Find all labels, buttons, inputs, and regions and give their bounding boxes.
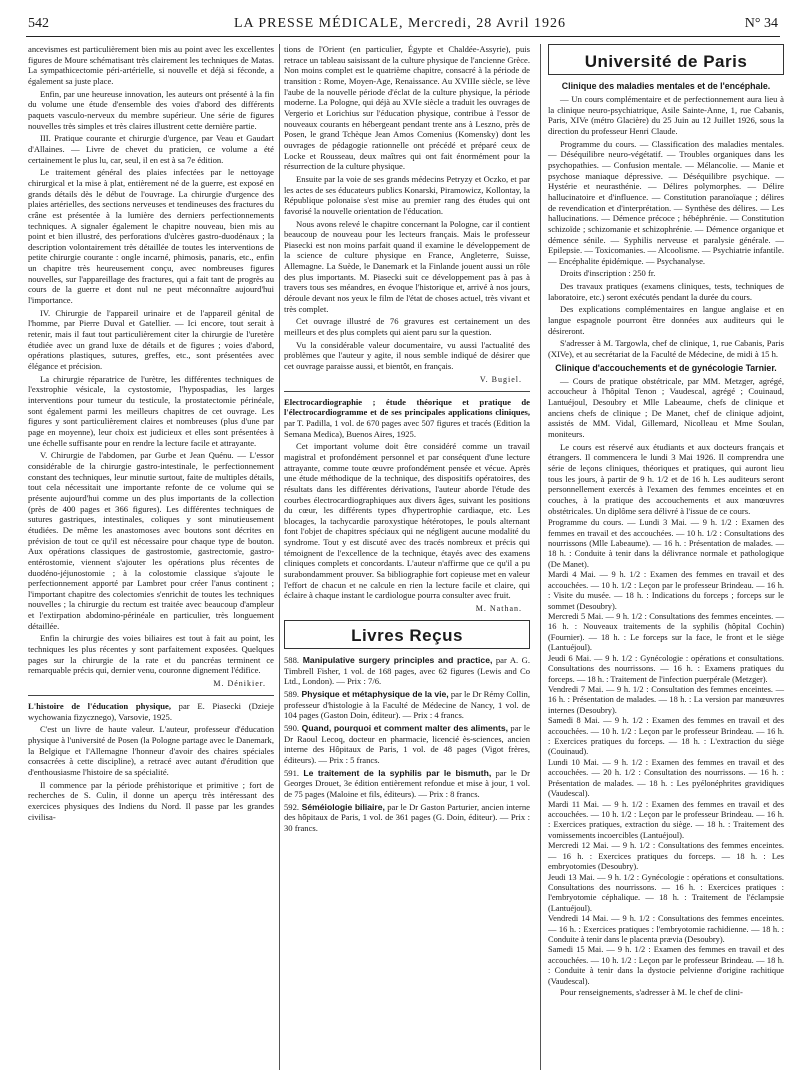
section-rule (28, 695, 274, 696)
book-details: par A. G. Timbrell Fisher, 1 vol. de 168 pages, avec 62 figures (Lewis and Co Ltd., London). — Prix : 7/6. (284, 655, 531, 687)
review-citation: par E. Piasecki (Dzieje wychowania fizycznego), Varsovie, 1925. (28, 700, 274, 722)
review-citation: par T. Padilla, 1 vol. de 670 pages avec 507 figures et tracés (Edition la Semana Medica), Buenos Aires, 1925. (284, 417, 530, 439)
book-details: par le Dr Georges Drouet, 3e édition entièrement refondue et mise à jour, 1 vol. de 75 pages (Maloine et fils, éditeurs). — Prix : 8 francs. (284, 767, 530, 799)
clinic-heading: Clinique d'accouchements et de gynécologie Tarnier. (555, 362, 777, 373)
programme-day: Lundi 10 Mai. — 9 h. 1/2 : Examen des femmes en travail et des accouchées. — 20 h. 1/2 : Consultation des nourrissons. — 16 h. : Présentation de malades. — 18 h. : Les pyélonéphrites gravidiques (Vaudescal). (548, 757, 784, 799)
paragraph: Le traitement général des plaies infectées par le nettoyage chirurgical et la mise à plat, entièrement né de la guerre, est exposé en grands détails dès le début de l'ouvrage. La chirurgie d'urgence des plaies artérielles, des sections nerveuses et tendineuses des fractures du crâne est présentée à la lumière des derniers perfectionnements techniques. A signaler également le chapitre nouveau, bien mis au point et bien illustré, des perforations d'ulcères gastro-duodénaux ; la description volontairement très détaillée de toutes les interventions de petite chirurgie courante : ongle incarné, phimosis, panaris, etc., enfin un chapitre très heureusement conçu, avec nombreuses figures nouvelles, sur l'appareillage des fractures, qui a fait tant de progrès au cours de la guerre et dont nul ne peut méconnaître aujourd'hui l'importance. (28, 167, 274, 306)
paragraph: Le cours est réservé aux étudiants et aux docteurs français et étrangers. Il commencera le lundi 3 Mai 1926. Il comprendra une série de leçons cliniques, théoriques et pratiques, qui auront lieu tous les jours, à partir de 9 h. 1/2 et de 16 h. Les auditeurs seront personnellement exercés à l'examen des femmes enceintes et en couches, à la pratique des accouchements et aux manœuvres obstétricales. Un diplôme sera délivré à l'issue de ce cours. (548, 441, 784, 516)
review-title: Electrocardiographie ; étude théorique et pratique de l'électrocardiogramme et de ses principales applications cliniques, (284, 396, 530, 418)
programme-day: Samedi 8 Mai. — 9 h. 1/2 : Examen des femmes en travail et des accouchées. — 10 h. 1/2 : Leçon par le professeur Brindeau. — 16 h. : Exercices pratiques du forceps. — 18 h. : L'extraction du siège (Couinaud). (548, 716, 784, 757)
programme-day: Samedi 15 Mai. — 9 h. 1/2 : Examen des femmes en travail et des accouchées. — 10 h. 1/2 : Leçon par le professeur Brindeau. — 18 h. : Conduite à tenir dans la dystocie pelvienne d'origine rachitique (Vaudescal). (548, 945, 784, 986)
book-entry (284, 655, 530, 687)
paragraph: III. Pratique courante et chirurgie d'urgence, par Veau et Gaudart d'Allaines. — Livre de chevet du praticien, ce volume a été certainement le plus lu, car, seul, il en est à sa 7e édition. (28, 133, 274, 165)
paragraph: Programme du cours. — Classification des maladies mentales. — Déséquilibre neuro-végétatif. — Troubles organiques dans les psychopathies. — Confusion mentale. — Mélancolie. — Manie et psychose maniaque dépressive. — Déséquilibre psychique. — Hystérie et neurasthénie. — Délires polymorphes. — Délire hallucinatoire et d'influence. — Constitution paranoïaque ; délires de revendication et d'interprétation. — Synthèse des délires. — Les hallucinations. — Démence précoce ; hébéphrénie. — Constitution schizoïde ; schizomanie et schizophrénie. — Démence organique et démence sénile. — Syphilis nerveuse et paralysie générale. — Epilepsie. — Toxicomanies. — Alcoolisme. — Psychiatrie infantile. — Encéphalite épidémique. — Psychanalyse. (548, 138, 784, 266)
review-title: L'histoire de l'éducation physique, (28, 700, 171, 711)
entry-number: 592. (284, 801, 300, 812)
review-heading (284, 397, 530, 440)
review-signature: M. Dénikier. (213, 679, 266, 689)
programme-day: Vendredi 7 Mai. — 9 h. 1/2 : Consultation des femmes enceintes. — 16 h. : Présentation de malades. — 18 h. : La version par manœuvres internes (Desoubry). (548, 684, 784, 715)
programme-day: Jeudi 6 Mai. — 9 h. 1/2 : Gynécologie : opérations et consultations. Consultations des nourrissons. — 16 h. : Examens pratiques du forceps. — 18 h. : Traitement de l'infection puerpérale (Metzger). (548, 653, 784, 684)
programme-day: Programme du cours. — Lundi 3 Mai. — 9 h. 1/2 : Examen des femmes en travail et des accouchées. — 10 h. 1/2 : Consultations des nourrissons (Mlle Labeaume). — 16 h. : Présentation de malades. — 18 h. : Conduite à tenir dans la délivrance normale et pathologique (De Manet). (548, 518, 784, 569)
entry-number: 589. (284, 689, 300, 700)
programme-day: Mercredi 12 Mai. — 9 h. 1/2 : Consultations des femmes enceintes. — 16 h. : Exercices pratiques du forceps. — 18 h. : Les embryotomies (Desoubry). (548, 841, 784, 872)
section-title: Livres Reçus (351, 625, 463, 645)
paragraph: Il commence par la période préhistorique et primitive ; fort de recherches de S. Culin, il donne un aperçu très intéressant des exercices physiques des Indiens du Nord. Il passe par les grandes civilisa- (28, 779, 274, 822)
entry-number: 591. (284, 767, 300, 778)
paragraph: S'adresser à M. Targowla, chef de clinique, 1, rue Cabanis, Paris (XIVe), et au secrétariat de la Faculté de Médecine, de midi à 15 h. (548, 338, 784, 360)
paragraph: ancevismes est particulièrement bien mis au point avec les excellentes figures de Moure schématisant très clairement les techniques de Matas. La sympathicectomie péri-artérielle, si nouvelle et déjà si féconde, a également sa juste place. (28, 44, 274, 86)
paragraph: Ensuite par la voie de ses grands médecins Petryzy et Oczko, et par les actes de ses éducateurs publics Konarski, Piramowicz, Kollontay, la République polonaise s'est mise au premier rang des études qui ont favorisé la nouvelle orientation de l'éducation. (284, 173, 530, 216)
entry-number: 590. (284, 722, 300, 733)
paragraph: IV. Chirurgie de l'appareil urinaire et de l'appareil génital de l'homme, par Pierre Duval et Gatellier. — Ici encore, tout serait à retenir, mais il faut tout particulièrement citer la chirurgie de l'uretère étudiée avec un grand luxe de détails et de figures ; voies d'abord, opérations plastiques, sutures, greffes, etc., sont présentées avec élégance et précision. (28, 307, 274, 372)
book-details: par le Dr Raoul Lecoq, docteur en pharmacie, licencié ès-sciences, ancien interne des Hôpitaux de Paris, 1 vol. de 48 pages (Vigot frères, éditeurs). — Prix : 5 francs. (284, 722, 530, 765)
paragraph: Cet important volume doit être considéré comme un travail magistral et profondément personnel et par conséquent d'une lecture attrayante, comme toute œuvre profondément pensée et vécue. Après une étude méthodique de la technique, des dispositifs opératoires, des résultats dans les différentes dérivations, l'auteur aborde l'étude des courbes électrocardiographiques aux divers âges, suivant les positions du cœur, les différents types d'hypertrophie cardiaque, etc. Les blocages, la tachycardie paroxystique hétérotopes, le pouls alternant font l'objet de chapitres spéciaux qui ne négligent aucune modalité du syndrome. Tout y est discuté avec des tracés nombreux et précis qui témoignent de l'excellence de la technique, étayés avec des examens cliniques complets et concordants. L'auteur n'affirme que ce qu'il a pu surabondamment prouver. Sa bibliographie fort copieuse met en valeur l'effort de chacun et ne calcule en rien la lecture facile et claire, qui éclaire à chaque instant le cardiologue pourra consulter avec fruit. (284, 441, 530, 601)
review-signature: V. Bugiel. (479, 374, 522, 384)
book-details: par le Dr Rémy Collin, professeur d'histologie à la Faculté de Médecine de Nancy, 1 vol. de 104 pages (Gaston Doin, éditeur). — Prix : 4 francs. (284, 689, 530, 721)
issue-number: N° 34 (744, 16, 778, 31)
course-programme (548, 518, 784, 987)
book-title: Physique et métaphysique de la vie, (299, 689, 449, 700)
paragraph: C'est un livre de haute valeur. L'auteur, professeur d'éducation physique à l'université de Posen (la Pologne partage avec le Danemark, la Belgique et l'Allemagne l'honneur d'avoir des chaires spéciales consacrées à cette discipline), a retracé avec autant d'érudition que d'enthousiasme l'histoire de sa spécialité. (28, 724, 274, 777)
livres-recus-box (284, 620, 530, 649)
clinic-heading: Clinique des maladies mentales et de l'encéphale. (561, 81, 771, 92)
book-entry (284, 689, 530, 721)
paragraph: V. Chirurgie de l'abdomen, par Gurbe et Jean Quénu. — L'essor considérable de la chirurgie gastro-intestinale, le perfectionnement constant des techniques, leur minutie surtout, faite de multiples détails, tout cela nécessitait une importante refonte de ce volume qui se présente aujourd'hui comme un des plus importants de la collection (près de 400 pages et 366 figures). Les différentes techniques de sutures gastriques, intestinales, coliques y sont minutieusement étudiées. De même les anastomoses avec boutons sont décrites en prévision de tout ce qu'il est nécessaire pour chaque type de bouton. Aux opérations classiques de gastrostomie, gastrectomie, gastro-entérostomie, viennent s'ajouter les opérations plus récentes de duodéno-jéjunostomie ; à la colostomie classique s'ajoute le perfectionnement apporté par Lambret pour créer l'anus continent ; l'important chapitre des colectomies s'enrichit de toutes les techniques nouvelles ; la chirurgie du rectum est traitée avec beaucoup d'ampleur et l'extirpation abdomino-périnéale en particulier, très longuement détaillée. (28, 450, 274, 631)
paragraph: Pour renseignements, s'adresser à M. le chef de clini- (560, 987, 743, 998)
section-title: Université de Paris (584, 52, 748, 71)
programme-day: Mardi 11 Mai. — 9 h. 1/2 : Examen des femmes en travail et des accouchées. — 10 h. 1/2 : Leçon par le professeur Brindeau. — 16 h. : Exercices pratiques, extraction du siège. — 18 h. : Traitement des vomissements incoercibles (Lantuéjoul). (548, 799, 784, 840)
programme-day: Jeudi 13 Mai. — 9 h. 1/2 : Gynécologie : opérations et consultations. Consultations des nourrissons. — 16 h. : Exercices pratiques : l'embryotomie céphalique. — 18 h. : Traitement de l'éclampsie (Lantuéjoul). (548, 872, 784, 913)
paragraph: Enfin, par une heureuse innovation, les auteurs ont présenté à la fin du volume une étude d'ensemble des voies d'abord des différents paquets vasculo-nerveux du membre supérieur. Une série de figures nouvelles très simples et très claires illustrent cette dernière partie. (28, 88, 274, 131)
paragraph: Droits d'inscription : 250 fr. (560, 268, 656, 279)
book-details: par le Dr Gaston Parturier, ancien interne des hôpitaux de Paris, 1 vol. de 361 pages (G. Doin, éditeur). — Prix : 30 francs. (284, 801, 530, 833)
page-header (20, 12, 780, 36)
paragraph: Enfin la chirurgie des voies biliaires est tout à fait au point, les techniques les plus récentes y sont parfaitement exposées. Quelques pages sur la chirurgie de la rate et du pancréas terminent ce remarquable précis qui, dernier venu, couronne dignement l'édifice. (28, 633, 274, 676)
column-left (28, 44, 274, 824)
column-divider (279, 44, 280, 1070)
column-divider (540, 44, 541, 1070)
book-title: Quand, pourquoi et comment malter des aliments, (299, 722, 509, 733)
book-entry (284, 802, 530, 834)
universite-box (548, 44, 784, 75)
section-rule (284, 391, 530, 392)
paragraph: tions de l'Orient (en particulier, Égypte et Chaldée-Assyrie), puis retrace un tableau saisissant de la culture physique de l'ancienne Grèce. Non moins complet est le quatrième chapitre, consacré à la période de transition : Rome, Moyen-Age, Renaissance. Au XVIIIe siècle, se lève l'aube de la nouvelle période d'éclat de la culture physique, la période moderne. La Pologne, qui déjà au XVIe siècle a traduit les ouvrages de Vergerio et Lorichius sur l'éducation physique, contribue à l'essor de nouveaux courants en hébergeant pendant trente ans à Leszno, près de Posen, le grand Tchèque Jean Amos Comenius (Komensky) dont les ouvrages de pédagogie rationnelle ont précédé et préparé ceux de Locke et Rousseau, deux maîtres qui ont fait énormément pour la résurrection de la culture physique. (284, 44, 530, 172)
column-middle (284, 44, 530, 836)
programme-day: Mardi 4 Mai. — 9 h. 1/2 : Examen des femmes en travail et des accouchées. — 10 h. 1/2 : Leçon par le professeur Brindeau. — 16 h. : Visite du musée. — 18 h. : Indications du forceps ; forceps sur le sommet (Desoubry). (548, 570, 784, 611)
book-entry (284, 723, 530, 766)
paragraph: La chirurgie réparatrice de l'urètre, les différentes techniques de l'exstrophie vésicale, la cystostomie, l'hypospadias, les larges interventions pour tumeur du testicule, la prostatectomie périnéale, sont également parmi les meilleurs chapitres de cet ouvrage. Les figures y sont particulièrement claires et nombreuses (plus d'une par page en moyenne), leur choix est judicieux et elles sont présentées à une échelle suffisante pour en rendre la lecture facile et attrayante. (28, 373, 274, 448)
column-right (548, 44, 784, 1000)
header-rule (26, 36, 780, 37)
book-title: Le traitement de la syphilis par le bismuth, (299, 767, 492, 778)
programme-day: Vendredi 14 Mai. — 9 h. 1/2 : Consultations des femmes enceintes. — 16 h. : Exercices pratiques : l'embryotomie rachidienne. — 18 h. : Conduite à tenir dans le placenta prævia (Desoubry). (548, 914, 784, 945)
paragraph: Cet ouvrage illustré de 76 gravures est certainement un des meilleurs et des plus complets qui aient paru sur la question. (284, 316, 530, 338)
paragraph: Des explications complémentaires en langue anglaise et en langue espagnole pourront être données aux auditeurs qui le désireront. (548, 304, 784, 336)
book-entry (284, 768, 530, 800)
paragraph: — Cours de pratique obstétricale, par MM. Metzger, agrégé, accoucheur à l'hôpital Tenon ; Vaudescal, agrégé ; Couinaud, Lantuéjoul, Desoubry et Mlle Labeaume, chefs de clinique et anciens chefs de clinique ; De Manet, chef de clinique adjoint, assistés de MM. Vidal, Gillemard, Nicolleau et Mme Soulan, moniteurs. (548, 375, 784, 439)
review-heading (28, 701, 274, 722)
page-number: 542 (28, 16, 49, 31)
review-signature: M. Nathan. (475, 604, 522, 614)
book-title: Séméiologie biliaire, (299, 801, 385, 812)
paragraph: Des travaux pratiques (examens cliniques, tests, techniques de laboratoire, etc.) seront exécutés pendant la durée du cours. (548, 281, 784, 302)
paragraph: Nous avons relevé le chapitre concernant la Pologne, car il contient beaucoup de nouveau pour les lecteurs français. Mais le professeur Piasecki est non moins parfait quand il examine le développement de la science de culture physique en France, Angleterre, Suisse, Allemagne. La Suède, le Danemark et la Finlande jouent aussi un rôle des plus importants. M. Piasecki suit ce développement pas à pas à travers tous ses méandres, en évoque l'historique et, arrivé à nos jours, déroule devant nos yeux le film de l'état de choses actuel, très vivant et très complet. (284, 218, 530, 314)
paragraph: — Un cours complémentaire et de perfectionnement aura lieu à la clinique neuro-psychiatrique, Asile Sainte-Anne, 1, rue Cabanis, Paris, XIVe (métro Glacière) du 25 Juin au 12 Juillet 1926, sous la direction du professeur Henri Claude. (548, 93, 784, 136)
book-title: Manipulative surgery principles and practice, (299, 655, 493, 666)
paragraph: Vu la considérable valeur documentaire, vu aussi l'actualité des problèmes que l'auteur y agite, il nous semble indiqué de désirer que cet ouvrage paraisse aussi, et bientôt, en français. (284, 339, 530, 372)
journal-title: LA PRESSE MÉDICALE, Mercredi, 28 Avril 1926 (233, 16, 567, 31)
entry-number: 588. (284, 655, 300, 666)
programme-day: Mercredi 5 Mai. — 9 h. 1/2 : Consultations des femmes enceintes. — 16 h. : Nouveaux traitements de la syphilis (hôpital Cochin) (Fournier). — 18 h. : Le forceps sur la face, le front et le siège (Lantuéjoul). (548, 611, 784, 653)
